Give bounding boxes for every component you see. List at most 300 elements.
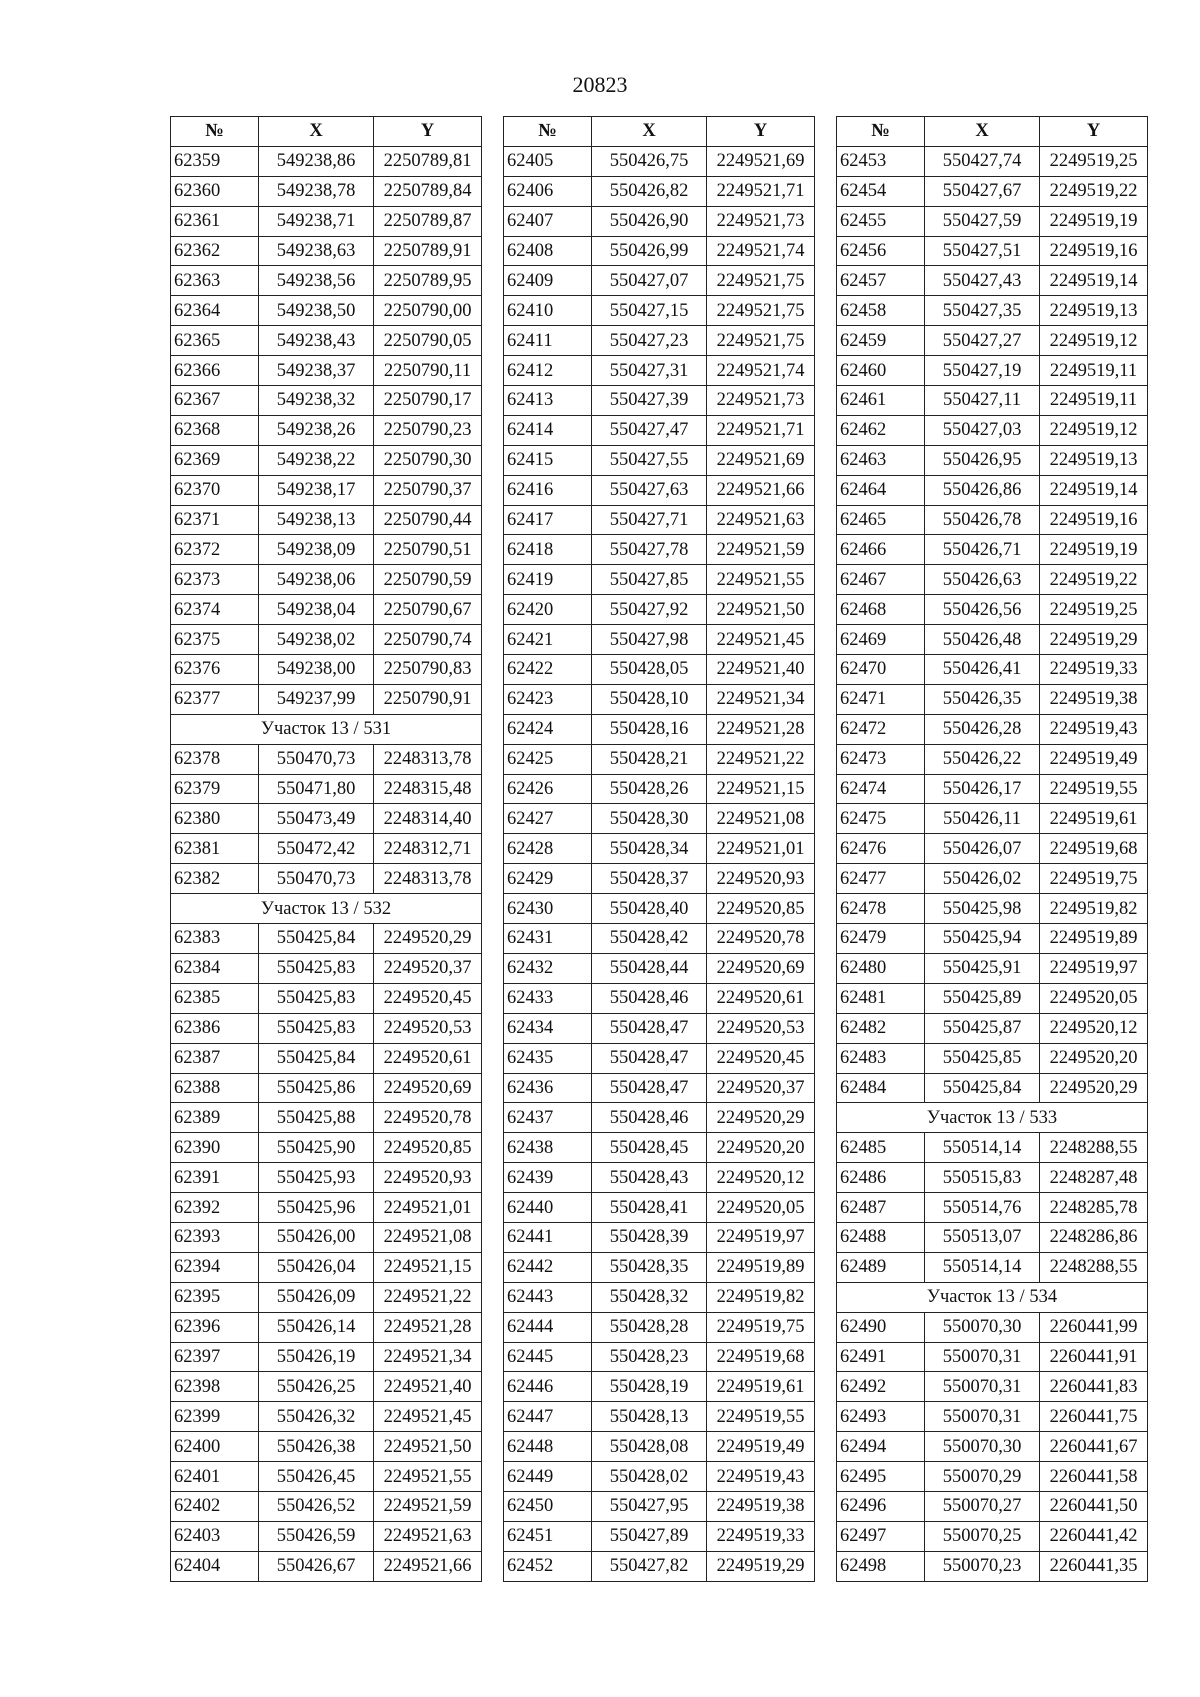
table-row: [504, 535, 815, 565]
x-coordinate: 550070,30: [925, 1312, 1040, 1342]
point-number: 62463: [837, 445, 925, 475]
table-row: [504, 1491, 815, 1521]
point-number: 62411: [504, 326, 592, 356]
x-coordinate: 550426,17: [925, 774, 1040, 804]
point-number: 62394: [171, 1252, 259, 1282]
point-number: 62487: [837, 1193, 925, 1223]
table-row: [171, 1133, 482, 1163]
table-row: [837, 206, 1148, 236]
table-row: [171, 445, 482, 475]
point-number: 62378: [171, 744, 259, 774]
point-number: 62423: [504, 684, 592, 714]
x-coordinate: 550427,19: [925, 356, 1040, 386]
table-row: [504, 386, 815, 416]
table-row: [171, 1013, 482, 1043]
y-coordinate: 2249521,40: [374, 1372, 482, 1402]
y-coordinate: 2249520,53: [374, 1013, 482, 1043]
table-row: [504, 864, 815, 894]
y-coordinate: 2260441,67: [1040, 1432, 1148, 1462]
point-number: 62465: [837, 505, 925, 535]
table-row: [837, 535, 1148, 565]
y-coordinate: 2250790,59: [374, 565, 482, 595]
table-row: [837, 236, 1148, 266]
y-coordinate: 2250790,91: [374, 684, 482, 714]
point-number: 62412: [504, 356, 592, 386]
y-coordinate: 2249520,29: [707, 1103, 815, 1133]
x-coordinate: 550426,04: [259, 1252, 374, 1282]
table-row: [837, 953, 1148, 983]
y-coordinate: 2249519,22: [1040, 176, 1148, 206]
y-coordinate: 2249521,75: [707, 326, 815, 356]
table-header-row: [837, 117, 1148, 147]
table-row: [504, 296, 815, 326]
y-coordinate: 2250790,37: [374, 475, 482, 505]
x-coordinate: 550427,43: [925, 266, 1040, 296]
point-number: 62476: [837, 834, 925, 864]
point-number: 62424: [504, 714, 592, 744]
y-coordinate: 2249520,78: [374, 1103, 482, 1133]
table-row: [837, 625, 1148, 655]
y-coordinate: 2260441,75: [1040, 1402, 1148, 1432]
table-row: [837, 1372, 1148, 1402]
point-number: 62492: [837, 1372, 925, 1402]
y-coordinate: 2249519,38: [707, 1491, 815, 1521]
x-coordinate: 550426,71: [925, 535, 1040, 565]
point-number: 62363: [171, 266, 259, 296]
y-coordinate: 2249519,33: [1040, 655, 1148, 685]
point-number: 62410: [504, 296, 592, 326]
table-row: [171, 1252, 482, 1282]
y-coordinate: 2260441,99: [1040, 1312, 1148, 1342]
y-coordinate: 2249519,25: [1040, 146, 1148, 176]
table-row: [171, 744, 482, 774]
point-number: 62425: [504, 744, 592, 774]
section-title: Участок 13 / 533: [837, 1103, 1148, 1133]
x-coordinate: 550426,82: [592, 176, 707, 206]
x-coordinate: 550427,31: [592, 356, 707, 386]
point-number: 62415: [504, 445, 592, 475]
section-title: Участок 13 / 532: [171, 894, 482, 924]
x-coordinate: 549238,26: [259, 415, 374, 445]
point-number: 62495: [837, 1462, 925, 1492]
table-row: [171, 1103, 482, 1133]
point-number: 62396: [171, 1312, 259, 1342]
x-coordinate: 550428,40: [592, 894, 707, 924]
y-coordinate: 2249519,22: [1040, 565, 1148, 595]
y-coordinate: 2249520,45: [374, 983, 482, 1013]
point-number: 62413: [504, 386, 592, 416]
table-row: [171, 535, 482, 565]
point-number: 62400: [171, 1432, 259, 1462]
point-number: 62430: [504, 894, 592, 924]
table-row: [171, 953, 482, 983]
point-number: 62395: [171, 1282, 259, 1312]
x-coordinate: 550427,95: [592, 1491, 707, 1521]
y-coordinate: 2249520,93: [374, 1163, 482, 1193]
x-coordinate: 550427,07: [592, 266, 707, 296]
y-coordinate: 2249519,43: [1040, 714, 1148, 744]
table-row: [504, 684, 815, 714]
x-coordinate: 550426,35: [925, 684, 1040, 714]
point-number: 62375: [171, 625, 259, 655]
y-coordinate: 2249521,01: [707, 834, 815, 864]
table-row: [504, 1551, 815, 1581]
y-coordinate: 2249519,13: [1040, 445, 1148, 475]
x-coordinate: 550425,98: [925, 894, 1040, 924]
table-row: [837, 1462, 1148, 1492]
y-coordinate: 2249519,14: [1040, 266, 1148, 296]
y-coordinate: 2249519,55: [707, 1402, 815, 1432]
x-coordinate: 550426,59: [259, 1521, 374, 1551]
y-coordinate: 2249521,74: [707, 236, 815, 266]
x-coordinate: 550425,89: [925, 983, 1040, 1013]
table-row: [171, 266, 482, 296]
x-coordinate: 550427,39: [592, 386, 707, 416]
table-row: [837, 1402, 1148, 1432]
x-coordinate: 550427,98: [592, 625, 707, 655]
table-row: [837, 1043, 1148, 1073]
y-coordinate: 2249521,01: [374, 1193, 482, 1223]
x-coordinate: 550428,37: [592, 864, 707, 894]
y-coordinate: 2249519,97: [1040, 953, 1148, 983]
table-row: [837, 684, 1148, 714]
header-number: №: [837, 117, 925, 147]
x-coordinate: 550425,94: [925, 924, 1040, 954]
y-coordinate: 2249520,93: [707, 864, 815, 894]
table-row: [837, 1551, 1148, 1581]
header-number: №: [171, 117, 259, 147]
table-row: [837, 744, 1148, 774]
y-coordinate: 2250789,81: [374, 146, 482, 176]
table-row: [837, 1163, 1148, 1193]
table-row: [504, 1103, 815, 1133]
x-coordinate: 550425,84: [259, 924, 374, 954]
point-number: 62371: [171, 505, 259, 535]
x-coordinate: 549238,50: [259, 296, 374, 326]
point-number: 62414: [504, 415, 592, 445]
x-coordinate: 549238,32: [259, 386, 374, 416]
x-coordinate: 549238,56: [259, 266, 374, 296]
point-number: 62368: [171, 415, 259, 445]
table-row: [837, 415, 1148, 445]
x-coordinate: 550426,02: [925, 864, 1040, 894]
point-number: 62493: [837, 1402, 925, 1432]
point-number: 62461: [837, 386, 925, 416]
point-number: 62466: [837, 535, 925, 565]
table-row: [171, 804, 482, 834]
table-row: [504, 953, 815, 983]
y-coordinate: 2249521,34: [374, 1342, 482, 1372]
y-coordinate: 2249521,45: [374, 1402, 482, 1432]
point-number: 62453: [837, 146, 925, 176]
point-number: 62468: [837, 595, 925, 625]
table-row: [171, 326, 482, 356]
x-coordinate: 550470,73: [259, 744, 374, 774]
y-coordinate: 2249520,37: [374, 953, 482, 983]
point-number: 62365: [171, 326, 259, 356]
point-number: 62427: [504, 804, 592, 834]
point-number: 62479: [837, 924, 925, 954]
point-number: 62420: [504, 595, 592, 625]
table-row: [504, 1521, 815, 1551]
y-coordinate: 2249520,20: [1040, 1043, 1148, 1073]
y-coordinate: 2249519,68: [707, 1342, 815, 1372]
table-row: [837, 774, 1148, 804]
point-number: 62478: [837, 894, 925, 924]
x-coordinate: 550428,41: [592, 1193, 707, 1223]
table-row: [171, 1432, 482, 1462]
y-coordinate: 2250790,74: [374, 625, 482, 655]
x-coordinate: 550426,00: [259, 1222, 374, 1252]
table-row: [504, 266, 815, 296]
x-coordinate: 550426,95: [925, 445, 1040, 475]
point-number: 62451: [504, 1521, 592, 1551]
x-coordinate: 550070,27: [925, 1491, 1040, 1521]
point-number: 62426: [504, 774, 592, 804]
y-coordinate: 2249519,82: [1040, 894, 1148, 924]
table-row: [837, 1073, 1148, 1103]
section-row: [837, 1103, 1148, 1133]
section-title: Участок 13 / 531: [171, 714, 482, 744]
point-number: 62364: [171, 296, 259, 326]
x-coordinate: 550427,11: [925, 386, 1040, 416]
y-coordinate: 2248314,40: [374, 804, 482, 834]
x-coordinate: 550426,63: [925, 565, 1040, 595]
point-number: 62377: [171, 684, 259, 714]
table-row: [504, 1252, 815, 1282]
table-row: [504, 983, 815, 1013]
x-coordinate: 550427,03: [925, 415, 1040, 445]
y-coordinate: 2249519,89: [707, 1252, 815, 1282]
y-coordinate: 2249521,73: [707, 206, 815, 236]
y-coordinate: 2249521,55: [707, 565, 815, 595]
point-number: 62374: [171, 595, 259, 625]
table-row: [837, 1252, 1148, 1282]
x-coordinate: 550070,30: [925, 1432, 1040, 1462]
point-number: 62458: [837, 296, 925, 326]
x-coordinate: 550428,35: [592, 1252, 707, 1282]
point-number: 62464: [837, 475, 925, 505]
point-number: 62417: [504, 505, 592, 535]
x-coordinate: 550428,21: [592, 744, 707, 774]
table-row: [504, 1282, 815, 1312]
point-number: 62477: [837, 864, 925, 894]
y-coordinate: 2249519,25: [1040, 595, 1148, 625]
table-row: [171, 1372, 482, 1402]
x-coordinate: 550426,07: [925, 834, 1040, 864]
table-row: [171, 1222, 482, 1252]
point-number: 62447: [504, 1402, 592, 1432]
y-coordinate: 2249519,82: [707, 1282, 815, 1312]
x-coordinate: 549238,17: [259, 475, 374, 505]
table-row: [171, 595, 482, 625]
table-row: [504, 595, 815, 625]
section-row: [171, 894, 482, 924]
table-row: [171, 684, 482, 714]
table-row: [837, 1312, 1148, 1342]
table-row: [837, 266, 1148, 296]
x-coordinate: 550426,14: [259, 1312, 374, 1342]
table-row: [504, 924, 815, 954]
y-coordinate: 2248288,55: [1040, 1133, 1148, 1163]
x-coordinate: 550513,07: [925, 1222, 1040, 1252]
x-coordinate: 550426,28: [925, 714, 1040, 744]
table-row: [504, 625, 815, 655]
table-row: [837, 356, 1148, 386]
y-coordinate: 2249520,53: [707, 1013, 815, 1043]
y-coordinate: 2249521,22: [374, 1282, 482, 1312]
x-coordinate: 550427,63: [592, 475, 707, 505]
y-coordinate: 2249520,05: [1040, 983, 1148, 1013]
x-coordinate: 550428,30: [592, 804, 707, 834]
table-row: [504, 505, 815, 535]
table-row: [171, 415, 482, 445]
x-coordinate: 550428,08: [592, 1432, 707, 1462]
point-number: 62380: [171, 804, 259, 834]
y-coordinate: 2249520,61: [707, 983, 815, 1013]
section-row: [837, 1282, 1148, 1312]
y-coordinate: 2250789,87: [374, 206, 482, 236]
y-coordinate: 2249521,59: [374, 1491, 482, 1521]
point-number: 62437: [504, 1103, 592, 1133]
x-coordinate: 550070,31: [925, 1372, 1040, 1402]
x-coordinate: 550426,25: [259, 1372, 374, 1402]
point-number: 62470: [837, 655, 925, 685]
point-number: 62454: [837, 176, 925, 206]
table-row: [504, 1312, 815, 1342]
x-coordinate: 550425,83: [259, 953, 374, 983]
table-row: [837, 445, 1148, 475]
point-number: 62421: [504, 625, 592, 655]
y-coordinate: 2249520,12: [707, 1163, 815, 1193]
point-number: 62467: [837, 565, 925, 595]
x-coordinate: 550425,84: [259, 1043, 374, 1073]
y-coordinate: 2260441,50: [1040, 1491, 1148, 1521]
table-row: [171, 1073, 482, 1103]
x-coordinate: 550425,83: [259, 1013, 374, 1043]
point-number: 62373: [171, 565, 259, 595]
table-row: [837, 565, 1148, 595]
point-number: 62428: [504, 834, 592, 864]
point-number: 62488: [837, 1222, 925, 1252]
y-coordinate: 2250790,44: [374, 505, 482, 535]
x-coordinate: 549238,43: [259, 326, 374, 356]
point-number: 62397: [171, 1342, 259, 1372]
x-coordinate: 550514,14: [925, 1133, 1040, 1163]
point-number: 62459: [837, 326, 925, 356]
x-coordinate: 549238,22: [259, 445, 374, 475]
table-row: [837, 1491, 1148, 1521]
table-row: [171, 1043, 482, 1073]
table-row: [837, 176, 1148, 206]
x-coordinate: 550427,67: [925, 176, 1040, 206]
point-number: 62385: [171, 983, 259, 1013]
table-row: [171, 864, 482, 894]
point-number: 62432: [504, 953, 592, 983]
table-row: [504, 146, 815, 176]
table-row: [504, 445, 815, 475]
y-coordinate: 2249520,85: [707, 894, 815, 924]
point-number: 62482: [837, 1013, 925, 1043]
table-row: [171, 176, 482, 206]
y-coordinate: 2249519,16: [1040, 505, 1148, 535]
table-row: [837, 804, 1148, 834]
y-coordinate: 2250789,95: [374, 266, 482, 296]
x-coordinate: 550427,85: [592, 565, 707, 595]
x-coordinate: 550426,52: [259, 1491, 374, 1521]
table-row: [171, 774, 482, 804]
table-row: [837, 834, 1148, 864]
y-coordinate: 2249519,19: [1040, 206, 1148, 236]
point-number: 62436: [504, 1073, 592, 1103]
table-row: [504, 655, 815, 685]
point-number: 62384: [171, 953, 259, 983]
point-number: 62403: [171, 1521, 259, 1551]
x-coordinate: 550426,19: [259, 1342, 374, 1372]
table-row: [504, 804, 815, 834]
table-row: [504, 1462, 815, 1492]
coordinates-table-1: [170, 116, 482, 1582]
y-coordinate: 2249520,05: [707, 1193, 815, 1223]
table-row: [171, 1282, 482, 1312]
x-coordinate: 550070,29: [925, 1462, 1040, 1492]
x-coordinate: 550070,31: [925, 1342, 1040, 1372]
y-coordinate: 2250790,30: [374, 445, 482, 475]
table-row: [837, 386, 1148, 416]
point-number: 62429: [504, 864, 592, 894]
point-number: 62367: [171, 386, 259, 416]
header-x: X: [592, 117, 707, 147]
point-number: 62433: [504, 983, 592, 1013]
point-number: 62422: [504, 655, 592, 685]
section-row: [171, 714, 482, 744]
x-coordinate: 550427,23: [592, 326, 707, 356]
y-coordinate: 2249521,34: [707, 684, 815, 714]
y-coordinate: 2249520,29: [374, 924, 482, 954]
y-coordinate: 2248313,78: [374, 864, 482, 894]
point-number: 62388: [171, 1073, 259, 1103]
table-row: [171, 625, 482, 655]
x-coordinate: 550428,34: [592, 834, 707, 864]
header-number: №: [504, 117, 592, 147]
point-number: 62386: [171, 1013, 259, 1043]
table-row: [837, 595, 1148, 625]
point-number: 62446: [504, 1372, 592, 1402]
table-row: [171, 1491, 482, 1521]
y-coordinate: 2249521,40: [707, 655, 815, 685]
y-coordinate: 2249520,69: [374, 1073, 482, 1103]
table-row: [504, 1432, 815, 1462]
x-coordinate: 550470,73: [259, 864, 374, 894]
table-row: [504, 415, 815, 445]
table-row: [504, 475, 815, 505]
x-coordinate: 550514,76: [925, 1193, 1040, 1223]
point-number: 62402: [171, 1491, 259, 1521]
table-row: [171, 983, 482, 1013]
x-coordinate: 550425,88: [259, 1103, 374, 1133]
point-number: 62408: [504, 236, 592, 266]
x-coordinate: 550426,32: [259, 1402, 374, 1432]
point-number: 62439: [504, 1163, 592, 1193]
x-coordinate: 550425,85: [925, 1043, 1040, 1073]
point-number: 62441: [504, 1222, 592, 1252]
point-number: 62379: [171, 774, 259, 804]
point-number: 62471: [837, 684, 925, 714]
x-coordinate: 550426,09: [259, 1282, 374, 1312]
point-number: 62435: [504, 1043, 592, 1073]
point-number: 62362: [171, 236, 259, 266]
table-row: [504, 206, 815, 236]
